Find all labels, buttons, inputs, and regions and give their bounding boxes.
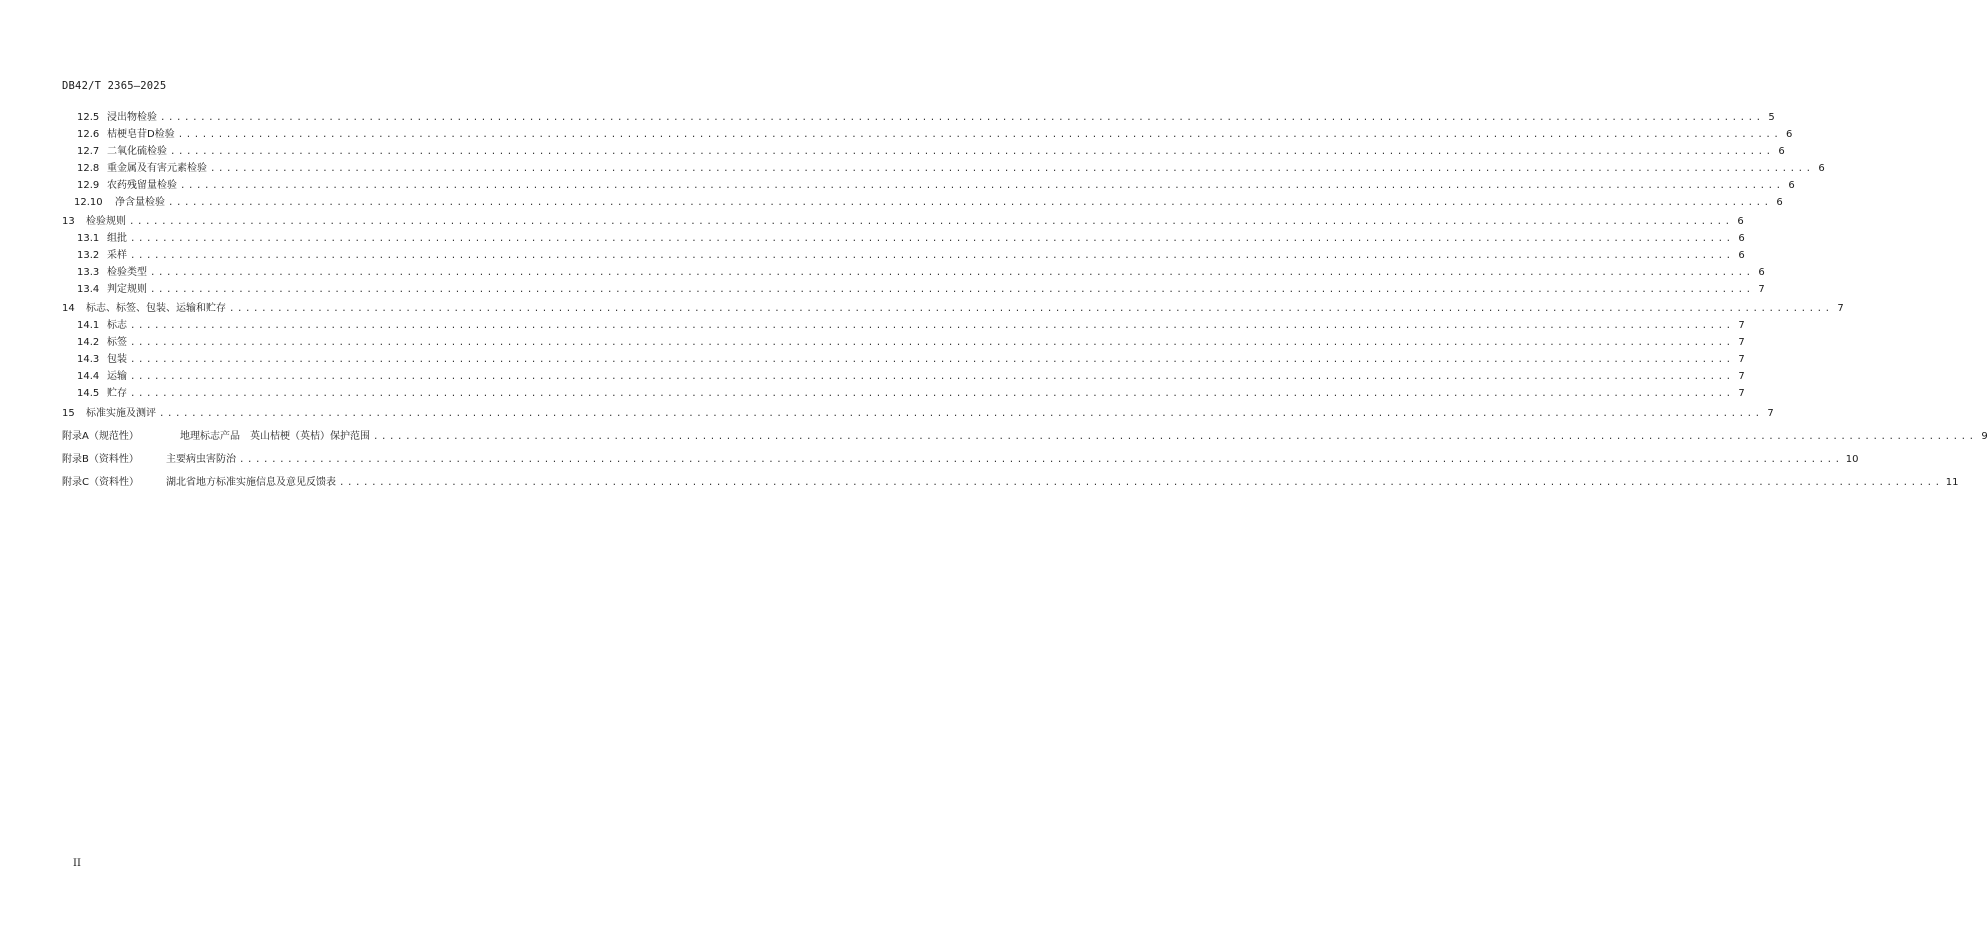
toc-entry-title: 标签 (107, 337, 127, 348)
toc-entry[interactable] (77, 280, 1765, 296)
toc-leader-dots: ........................................................................................................................................................................................................ (130, 338, 1734, 348)
toc-leader-dots: ........................................................................................................................................................................................................ (170, 147, 1774, 157)
toc-entry[interactable] (77, 350, 1745, 366)
toc-entry-title: 湖北省地方标准实施信息及意见反馈表 (166, 477, 336, 488)
toc-leader-dots: ........................................................................................................................................................................................................ (168, 198, 1772, 208)
toc-entry-page: 7 (1758, 284, 1765, 295)
toc-entry-number: 12.6 (77, 129, 100, 140)
toc-entry[interactable] (77, 176, 1795, 192)
toc-leader-dots: ........................................................................................................................................................................................................ (159, 409, 1763, 419)
toc-entry[interactable] (62, 473, 1959, 489)
toc-leader-dots: ........................................................................................................................................................................................................ (130, 234, 1734, 244)
toc-entry-page: 7 (1837, 303, 1844, 314)
toc-leader-dots: ........................................................................................................................................................................................................ (130, 389, 1734, 399)
toc-leader-dots: ........................................................................................................................................................................................................ (373, 432, 1977, 442)
toc-entry[interactable] (62, 427, 1988, 443)
toc-entry-page: 5 (1768, 112, 1775, 123)
toc-entry-page: 6 (1738, 250, 1745, 261)
toc-leader-dots: ........................................................................................................................................................................................................ (130, 321, 1734, 331)
toc-entry-page: 7 (1738, 337, 1745, 348)
toc-entry-page: 7 (1738, 388, 1745, 399)
toc-entry-title: 标志 (107, 320, 127, 331)
toc-entry-number: 12.8 (77, 163, 100, 174)
toc-entry-page: 7 (1738, 320, 1745, 331)
toc-entry[interactable] (77, 229, 1745, 245)
toc-leader-dots: ........................................................................................................................................................................................................ (150, 268, 1754, 278)
toc-entry-number: 14.1 (77, 320, 100, 331)
toc-entry-title: 净含量检验 (115, 197, 165, 208)
toc-leader-dots: ........................................................................................................................................................................................................ (160, 113, 1764, 123)
toc-entry[interactable] (62, 299, 1844, 315)
toc-entry-title: 二氧化硫检验 (107, 146, 167, 157)
toc-entry-number: 14.3 (77, 354, 100, 365)
toc-entry-page: 7 (1738, 371, 1745, 382)
toc-entry[interactable] (77, 125, 1793, 141)
toc-entry[interactable] (77, 333, 1745, 349)
toc-entry-number: 13.2 (77, 250, 100, 261)
document-code: DB42/T 2365—2025 (62, 80, 167, 92)
toc-entry-page: 10 (1845, 454, 1859, 465)
toc-entry-page: 11 (1945, 477, 1959, 488)
toc-entry-title: 桔梗皂苷D检验 (107, 129, 175, 140)
toc-entry[interactable] (77, 246, 1745, 262)
toc-entry-title: 主要病虫害防治 (166, 454, 236, 465)
toc-entry-number: 15 (62, 408, 75, 419)
toc-entry-number: 14 (62, 303, 75, 314)
toc-entry-title: 检验类型 (107, 267, 147, 278)
toc-entry-page: 6 (1758, 267, 1765, 278)
toc-entry[interactable] (77, 384, 1745, 400)
toc-leader-dots: ........................................................................................................................................................................................................ (130, 355, 1734, 365)
toc-entry-number: 附录A（规范性） (62, 431, 139, 442)
toc-leader-dots: ........................................................................................................................................................................................................ (177, 130, 1782, 140)
toc-entry-page: 6 (1786, 129, 1793, 140)
toc-entry-page: 6 (1818, 163, 1825, 174)
toc-leader-dots: ........................................................................................................................................................................................................ (339, 478, 1943, 488)
toc-entry-number: 13.1 (77, 233, 100, 244)
toc-entry-number: 14.4 (77, 371, 100, 382)
toc-entry-page: 7 (1738, 354, 1745, 365)
toc-entry-number: 13.3 (77, 267, 100, 278)
toc-leader-dots: ........................................................................................................................................................................................................ (180, 181, 1784, 191)
toc-leader-dots: ........................................................................................................................................................................................................ (150, 285, 1754, 295)
toc-entry-number: 12.9 (77, 180, 100, 191)
toc-entry-number: 12.10 (74, 197, 103, 208)
toc-entry-title: 标准实施及测评 (86, 408, 156, 419)
toc-entry[interactable] (77, 316, 1745, 332)
toc-entry-title: 组批 (107, 233, 127, 244)
toc-entry[interactable] (77, 142, 1785, 158)
toc-entry-page: 7 (1767, 408, 1774, 419)
toc-entry-page: 6 (1738, 233, 1745, 244)
toc-entry-number: 14.2 (77, 337, 100, 348)
toc-entry-number: 12.5 (77, 112, 100, 123)
toc-leader-dots: ........................................................................................................................................................................................................ (130, 251, 1734, 261)
toc-entry[interactable] (77, 108, 1775, 124)
toc-entry-page: 9 (1981, 431, 1988, 442)
toc-entry[interactable] (77, 159, 1825, 175)
toc-leader-dots: ........................................................................................................................................................................................................ (130, 372, 1734, 382)
toc-entry-title: 运输 (107, 371, 127, 382)
toc-entry-title: 贮存 (107, 388, 127, 399)
toc-entry[interactable] (62, 450, 1859, 466)
toc-entry[interactable] (77, 263, 1765, 279)
toc-entry-number: 附录C（资料性） (62, 477, 139, 488)
toc-entry-title: 标志、标签、包装、运输和贮存 (86, 303, 226, 314)
toc-entry-page: 6 (1788, 180, 1795, 191)
toc-entry-title: 采样 (107, 250, 127, 261)
toc-entry-number: 14.5 (77, 388, 100, 399)
toc-entry-title: 检验规则 (86, 216, 126, 227)
toc-leader-dots: ........................................................................................................................................................................................................ (229, 304, 1833, 314)
toc-entry[interactable] (77, 367, 1745, 383)
toc-entry-number: 13 (62, 216, 75, 227)
toc-leader-dots: ........................................................................................................................................................................................................ (129, 217, 1733, 227)
toc-entry[interactable] (62, 404, 1774, 420)
toc-entry-number: 12.7 (77, 146, 100, 157)
toc-entry-page: 6 (1737, 216, 1744, 227)
toc-entry-title: 浸出物检验 (107, 112, 157, 123)
toc-entry[interactable] (74, 193, 1783, 209)
toc-entry[interactable] (62, 212, 1744, 228)
toc-entry-title: 判定规则 (107, 284, 147, 295)
toc-entry-title: 包装 (107, 354, 127, 365)
toc-leader-dots: ........................................................................................................................................................................................................ (239, 455, 1843, 465)
toc-entry-number: 13.4 (77, 284, 100, 295)
toc-entry-page: 6 (1778, 146, 1785, 157)
toc-entry-number: 附录B（资料性） (62, 454, 139, 465)
toc-leader-dots: ........................................................................................................................................................................................................ (210, 164, 1814, 174)
toc-entry-page: 6 (1776, 197, 1783, 208)
toc-entry-title: 地理标志产品 英山桔梗（英桔）保护范围 (180, 431, 370, 442)
toc-entry-title: 重金属及有害元素检验 (107, 163, 207, 174)
toc-entry-title: 农药残留量检验 (107, 180, 177, 191)
page-number: II (73, 858, 81, 869)
